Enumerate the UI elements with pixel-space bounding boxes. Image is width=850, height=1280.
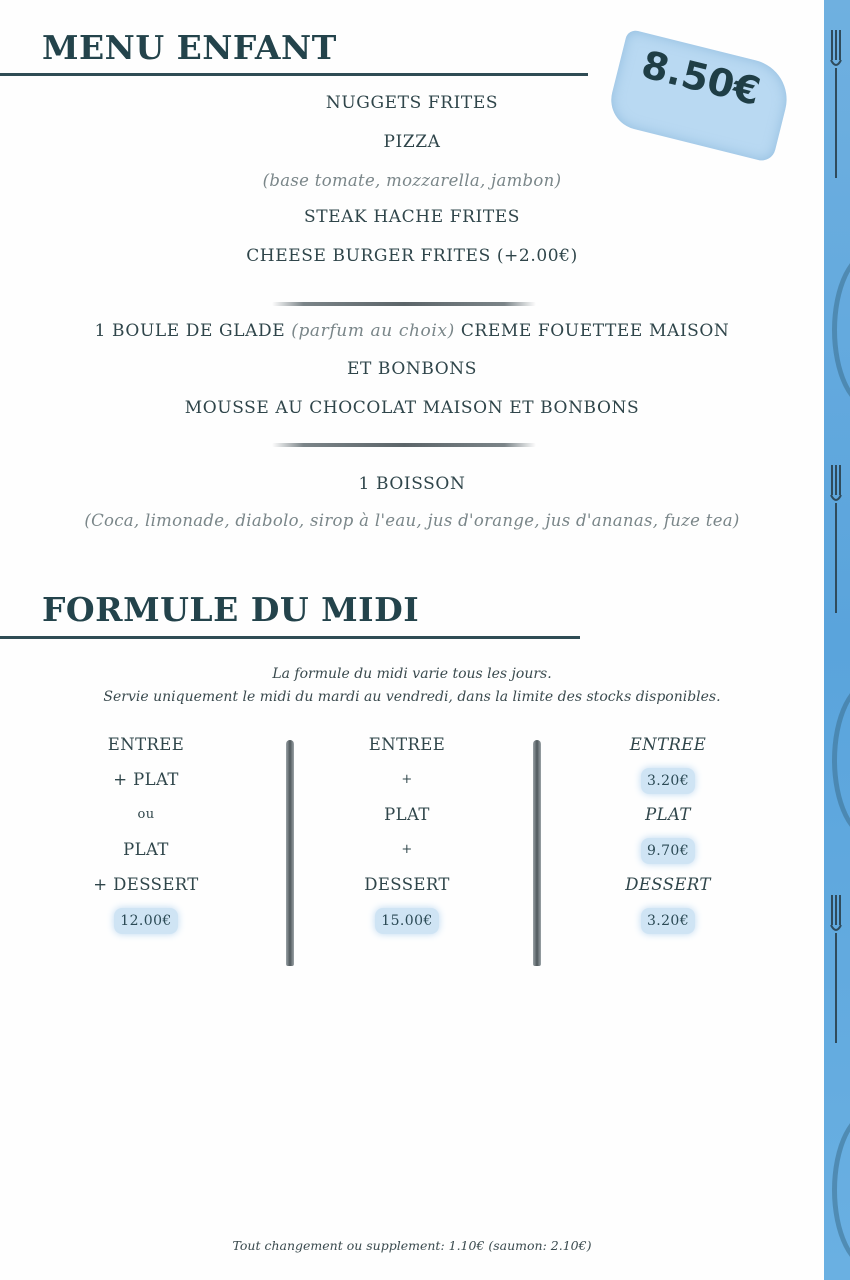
fork-icon xyxy=(830,465,842,615)
col1-row: ENTREE xyxy=(107,735,185,754)
col1-row: + PLAT xyxy=(113,770,179,789)
col2-row: PLAT xyxy=(384,805,430,824)
col2-row: + xyxy=(401,772,413,787)
menu-enfant-price: 8.50€ xyxy=(637,42,765,114)
formule-note-1: La formule du midi varie tous les jours. xyxy=(272,666,552,682)
drink-options: (Coca, limonade, diabolo, sirop à l'eau, jus d'orange, jus d'ananas, fuze tea) xyxy=(84,511,740,530)
menu-enfant-title: MENU ENFANT xyxy=(42,28,337,67)
col3-dessert: DESSERT xyxy=(625,875,711,894)
col1-row: + DESSERT xyxy=(93,875,199,894)
formule-column-2 xyxy=(327,727,487,937)
formule-midi-rule xyxy=(0,636,580,639)
decorative-side-strip xyxy=(824,0,850,1280)
plate-icon xyxy=(832,680,850,840)
col3-entree-price: 3.20€ xyxy=(641,768,695,794)
footer-note: Tout changement ou supplement: 1.10€ (saumon: 2.10€) xyxy=(232,1238,592,1253)
fork-icon xyxy=(830,895,842,1045)
dessert-mousse: MOUSSE AU CHOCOLAT MAISON ET BONBONS xyxy=(184,398,640,418)
col3-dessert-price: 3.20€ xyxy=(641,908,695,934)
formule-column-1 xyxy=(66,727,226,937)
divider xyxy=(272,302,536,306)
col1-row: PLAT xyxy=(123,840,169,859)
col1-row: ou xyxy=(137,807,155,822)
col2-row: DESSERT xyxy=(364,875,450,894)
col1-price: 12.00€ xyxy=(114,908,177,934)
col3-plat-price: 9.70€ xyxy=(641,838,695,864)
dessert-ice-cream-start: 1 BOULE DE GLADE xyxy=(94,321,286,341)
pizza-description: (base tomate, mozzarella, jambon) xyxy=(262,171,562,190)
col2-price: 15.00€ xyxy=(375,908,438,934)
fork-icon xyxy=(830,30,842,180)
dish-cheeseburger: CHEESE BURGER FRITES (+2.00€) xyxy=(246,246,578,266)
drink: 1 BOISSON xyxy=(358,474,466,494)
formule-note-2: Servie uniquement le midi du mardi au vendredi, dans la limite des stocks disponibles. xyxy=(103,689,721,705)
knife-divider xyxy=(533,740,541,966)
dish-pizza: PIZZA xyxy=(383,132,441,152)
col3-entree: ENTREE xyxy=(629,735,707,754)
plate-icon xyxy=(832,1110,850,1270)
plate-icon xyxy=(832,250,850,410)
col2-row: ENTREE xyxy=(368,735,446,754)
formule-midi-title: FORMULE DU MIDI xyxy=(42,590,420,629)
formule-column-3 xyxy=(588,727,748,937)
dessert-ice-cream-end: CREME FOUETTEE MAISON xyxy=(460,321,730,341)
dessert-ice-cream-note: (parfum au choix) xyxy=(291,321,455,341)
dish-nuggets: NUGGETS FRITES xyxy=(325,93,499,113)
dish-steak: STEAK HACHE FRITES xyxy=(303,207,521,227)
dessert-ice-cream-line2: ET BONBONS xyxy=(346,359,478,379)
knife-divider xyxy=(286,740,294,966)
col3-plat: PLAT xyxy=(645,805,691,824)
menu-enfant-rule xyxy=(0,73,588,76)
col2-row: + xyxy=(401,842,413,857)
divider xyxy=(272,443,536,447)
dessert-ice-cream xyxy=(0,321,824,341)
